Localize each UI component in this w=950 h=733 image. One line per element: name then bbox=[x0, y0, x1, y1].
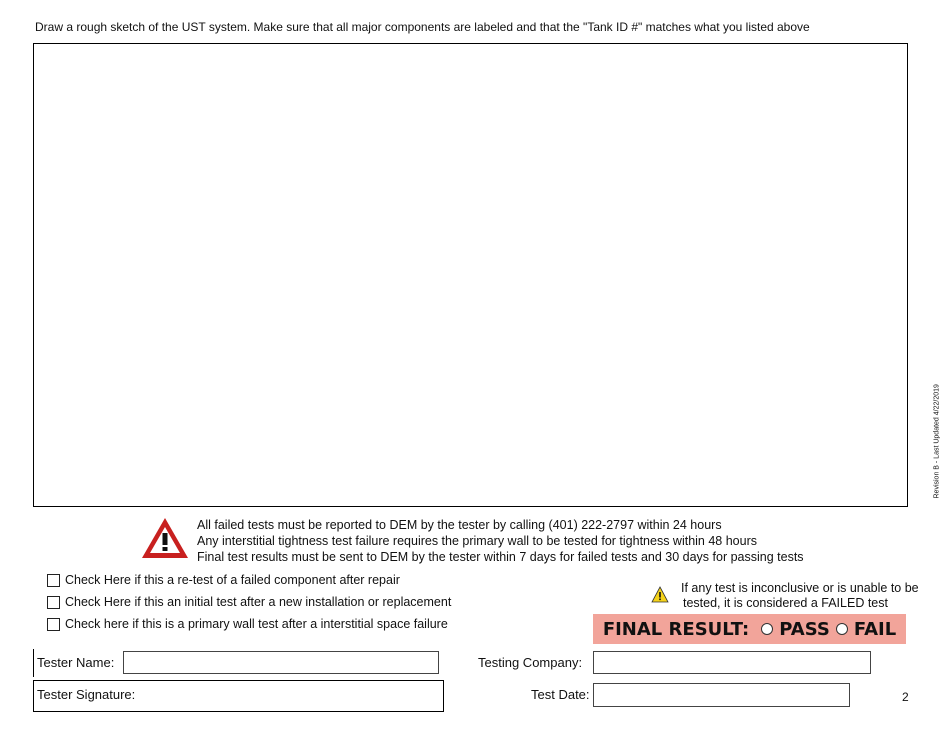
primary-wall-checkbox[interactable] bbox=[47, 618, 60, 631]
primary-wall-option bbox=[47, 617, 448, 631]
test-date-field[interactable] bbox=[593, 683, 850, 707]
notice-item: All failed tests must be reported to DEM by the tester by calling (401) 222-2797 within 24 hours bbox=[197, 518, 722, 532]
retest-label: Check Here if this a re-test of a failed component after repair bbox=[65, 573, 400, 587]
inconclusive-line-2: tested, it is considered a FAILED test bbox=[683, 596, 888, 610]
small-warning-icon bbox=[651, 586, 669, 603]
final-result-label: FINAL RESULT: bbox=[602, 618, 750, 640]
test-date-label: Test Date: bbox=[531, 687, 590, 702]
sketch-instruction: Draw a rough sketch of the UST system. Make sure that all major components are labeled and that the "Tank ID #" matches what you listed above bbox=[35, 20, 810, 34]
fail-radio[interactable] bbox=[836, 623, 848, 635]
primary-wall-label: Check here if this is a primary wall test after a interstitial space failure bbox=[65, 617, 448, 631]
warning-triangle-icon bbox=[140, 516, 190, 560]
page-number: 2 bbox=[902, 690, 909, 704]
pass-label: PASS bbox=[779, 618, 830, 640]
sketch-area[interactable] bbox=[33, 43, 908, 507]
retest-checkbox[interactable] bbox=[47, 574, 60, 587]
notice-item: Final test results must be sent to DEM by the tester within 7 days for failed tests and 30 days for passing tests bbox=[197, 550, 804, 564]
initial-test-option bbox=[47, 595, 451, 609]
testing-company-label: Testing Company: bbox=[478, 655, 583, 670]
notice-list bbox=[197, 517, 804, 565]
initial-test-label: Check Here if this an initial test after a new installation or replacement bbox=[65, 595, 452, 609]
notice-item: Any interstitial tightness test failure requires the primary wall to be tested for tightness within 48 hours bbox=[197, 534, 757, 548]
tester-name-field[interactable] bbox=[123, 651, 439, 674]
retest-option bbox=[47, 573, 400, 587]
final-result-bar bbox=[593, 614, 906, 644]
tester-name-label: Tester Name: bbox=[37, 655, 115, 670]
inconclusive-note bbox=[681, 581, 919, 611]
revision-note: Revision B - Last Updated 4/22/2019 bbox=[933, 384, 941, 499]
initial-test-checkbox[interactable] bbox=[47, 596, 60, 609]
inconclusive-line-1: If any test is inconclusive or is unable to be bbox=[681, 581, 919, 595]
pass-radio[interactable] bbox=[761, 623, 773, 635]
fail-label: FAIL bbox=[853, 618, 897, 640]
testing-company-field[interactable] bbox=[593, 651, 871, 674]
tester-signature-label: Tester Signature: bbox=[37, 687, 136, 702]
